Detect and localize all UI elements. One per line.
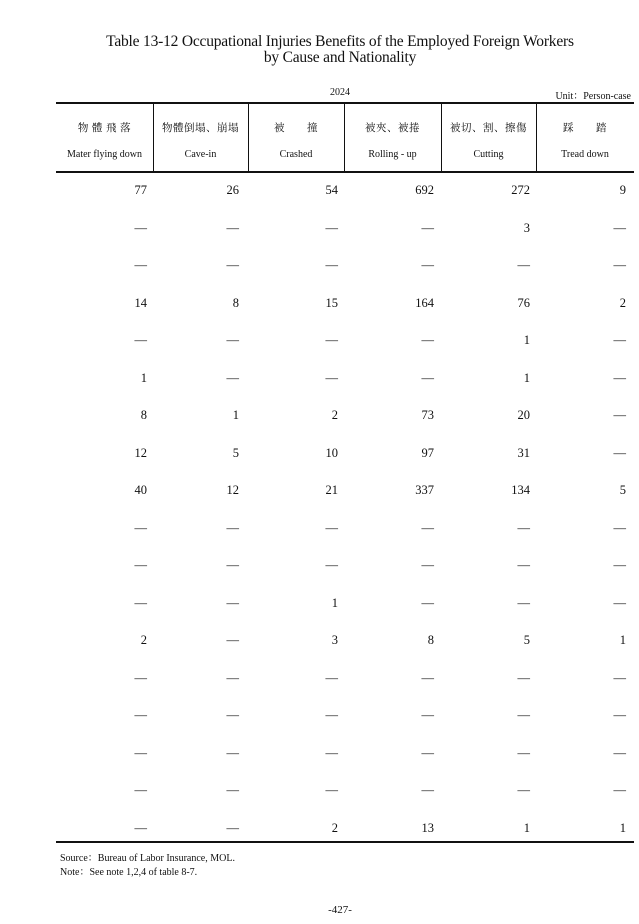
column-header-en: Cutting <box>473 149 504 160</box>
table-cell: — <box>134 333 147 347</box>
table-cell: — <box>421 708 434 722</box>
column-header <box>248 104 344 171</box>
table-row <box>56 325 634 363</box>
table-cell: 12 <box>226 483 239 497</box>
table-cell: — <box>613 670 626 685</box>
table-row <box>56 513 634 551</box>
column-header-zh: 被夾、被捲 <box>365 123 420 134</box>
table-row <box>56 288 634 326</box>
column-header-zh: 踩 踏 <box>563 123 607 134</box>
table-cell: 3 <box>523 220 530 235</box>
year-label: 2024 <box>330 87 350 98</box>
table-cell: — <box>134 258 147 272</box>
table-note: Note：See note 1,2,4 of table 8-7. <box>60 867 198 878</box>
table-row <box>56 550 634 588</box>
table-cell: — <box>226 783 239 797</box>
table-cell: — <box>325 558 338 572</box>
table-cell: — <box>613 445 626 460</box>
table-cell: — <box>421 558 434 572</box>
table-cell: — <box>421 670 434 685</box>
table-row <box>56 438 634 476</box>
table-cell: — <box>134 595 147 610</box>
column-header-zh: 被切、割、擦傷 <box>450 123 527 134</box>
table-cell: 8 <box>140 408 147 422</box>
table-cell: — <box>421 783 434 797</box>
table-cell: — <box>517 258 530 272</box>
column-header-zh: 物 體 飛 落 <box>77 123 132 134</box>
table-cell: — <box>421 258 434 272</box>
table-cell: 8 <box>232 295 239 310</box>
table-cell: 10 <box>325 445 338 460</box>
table-cell: 54 <box>325 183 338 197</box>
table-cell: 1 <box>523 333 530 347</box>
table-cell: — <box>226 745 239 760</box>
column-divider <box>248 104 249 171</box>
table-row <box>56 738 634 776</box>
table-cell: 272 <box>511 183 530 197</box>
table-cell: — <box>517 520 530 535</box>
table-row <box>56 775 634 813</box>
table-cell: — <box>613 220 626 235</box>
table-cell: — <box>613 520 626 535</box>
table-cell: — <box>325 333 338 347</box>
table-cell: 1 <box>619 820 626 835</box>
table-cell: — <box>421 595 434 610</box>
table-cell: 77 <box>134 183 147 197</box>
table-cell: 692 <box>415 183 434 197</box>
table-cell: — <box>613 595 626 610</box>
table-cell: — <box>134 783 147 797</box>
table-row <box>56 813 634 851</box>
table-cell: — <box>421 333 434 347</box>
column-header <box>344 104 441 171</box>
column-header-zh: 被 撞 <box>274 123 318 134</box>
table-cell: 2 <box>619 295 626 310</box>
table-cell: — <box>613 333 626 347</box>
table-cell: — <box>325 258 338 272</box>
table-cell: — <box>517 595 530 610</box>
table-cell: — <box>325 745 338 760</box>
table-cell: — <box>613 745 626 760</box>
table-row <box>56 363 634 401</box>
table-cell: — <box>517 670 530 685</box>
table-cell: 134 <box>511 483 530 497</box>
table-cell: — <box>226 220 239 235</box>
column-header <box>441 104 536 171</box>
table-row <box>56 400 634 438</box>
table-cell: — <box>421 520 434 535</box>
table-cell: 164 <box>415 295 434 310</box>
table-row <box>56 250 634 288</box>
table-cell: — <box>134 745 147 760</box>
table-cell: — <box>226 333 239 347</box>
table-cell: 76 <box>517 295 530 310</box>
table-cell: — <box>134 820 147 835</box>
column-header-en: Rolling - up <box>368 149 417 160</box>
column-divider <box>441 104 442 171</box>
column-header-en: Crashed <box>279 149 313 160</box>
table-cell: 1 <box>140 370 147 385</box>
table-cell: — <box>421 745 434 760</box>
column-divider <box>344 104 345 171</box>
table-cell: — <box>134 670 147 685</box>
table-cell: — <box>325 520 338 535</box>
table-cell: 13 <box>421 820 434 835</box>
table-row <box>56 475 634 513</box>
table-cell: 9 <box>619 183 626 197</box>
column-divider <box>536 104 537 171</box>
table-cell: 8 <box>427 633 434 647</box>
table-cell: 2 <box>331 820 338 835</box>
table-cell: — <box>613 258 626 272</box>
table-title-line2: by Cause and Nationality <box>263 49 417 66</box>
table-cell: — <box>325 783 338 797</box>
table-cell: — <box>517 745 530 760</box>
table-row <box>56 175 634 213</box>
table-row <box>56 625 634 663</box>
column-header <box>153 104 248 171</box>
table-cell: — <box>226 558 239 572</box>
table-cell: 337 <box>415 483 434 497</box>
column-header-en: Mater flying down <box>67 149 142 160</box>
table-row <box>56 700 634 738</box>
table-cell: 5 <box>619 483 626 497</box>
table-cell: 12 <box>134 445 147 460</box>
source-note: Source：Bureau of Labor Insurance, MOL. <box>60 853 235 864</box>
table-cell: 1 <box>619 633 626 647</box>
table-cell: — <box>134 520 147 535</box>
table-cell: — <box>226 670 239 685</box>
table-cell: 1 <box>232 408 239 422</box>
table-cell: 5 <box>523 633 530 647</box>
table-cell: — <box>325 670 338 685</box>
table-cell: 5 <box>232 445 239 460</box>
table-row <box>56 663 634 701</box>
table-cell: — <box>613 558 626 572</box>
table-cell: 20 <box>517 408 530 422</box>
table-cell: — <box>226 633 239 647</box>
table-cell: — <box>517 558 530 572</box>
table-cell: 40 <box>134 483 147 497</box>
table-cell: — <box>226 595 239 610</box>
table-cell: — <box>613 783 626 797</box>
table-cell: 1 <box>523 820 530 835</box>
table-row <box>56 588 634 626</box>
page-number: -427- <box>328 904 352 916</box>
table-cell: — <box>613 408 626 422</box>
table-cell: — <box>226 708 239 722</box>
table-cell: 97 <box>421 445 434 460</box>
table-cell: — <box>134 558 147 572</box>
table-cell: — <box>325 220 338 235</box>
unit-label: Unit：Person-case <box>555 91 631 102</box>
table-cell: 2 <box>331 408 338 422</box>
column-divider <box>153 104 154 171</box>
table-cell: — <box>226 370 239 385</box>
table-cell: — <box>134 708 147 722</box>
column-header <box>536 104 634 171</box>
table-cell: — <box>613 708 626 722</box>
table-cell: 1 <box>523 370 530 385</box>
table-cell: — <box>421 370 434 385</box>
table-cell: — <box>613 370 626 385</box>
column-header <box>56 104 153 171</box>
table-cell: — <box>517 708 530 722</box>
table-cell: — <box>325 708 338 722</box>
table-cell: 21 <box>325 483 338 497</box>
table-bottom-rule <box>56 841 634 843</box>
table-cell: — <box>226 520 239 535</box>
table-cell: — <box>134 220 147 235</box>
table-cell: — <box>517 783 530 797</box>
table-cell: 15 <box>325 295 338 310</box>
table-cell: 1 <box>331 595 338 610</box>
table-cell: — <box>325 370 338 385</box>
table-cell: — <box>226 258 239 272</box>
column-header-en: Cave-in <box>184 149 217 160</box>
table-cell: 3 <box>331 633 338 647</box>
header-bottom-rule <box>56 171 634 173</box>
column-header-zh: 物體倒塌、崩塌 <box>162 123 239 134</box>
table-cell: 31 <box>517 445 530 460</box>
table-cell: — <box>421 220 434 235</box>
table-body <box>56 175 634 850</box>
table-title-line1: Table 13-12 Occupational Injuries Benefits of the Employed Foreign Workers <box>106 33 574 50</box>
table-cell: 73 <box>421 408 434 422</box>
table-cell: 14 <box>134 295 147 310</box>
column-header-en: Tread down <box>561 149 609 160</box>
table-cell: 26 <box>226 183 239 197</box>
table-cell: 2 <box>140 633 147 647</box>
table-cell: — <box>226 820 239 835</box>
table-row <box>56 213 634 251</box>
